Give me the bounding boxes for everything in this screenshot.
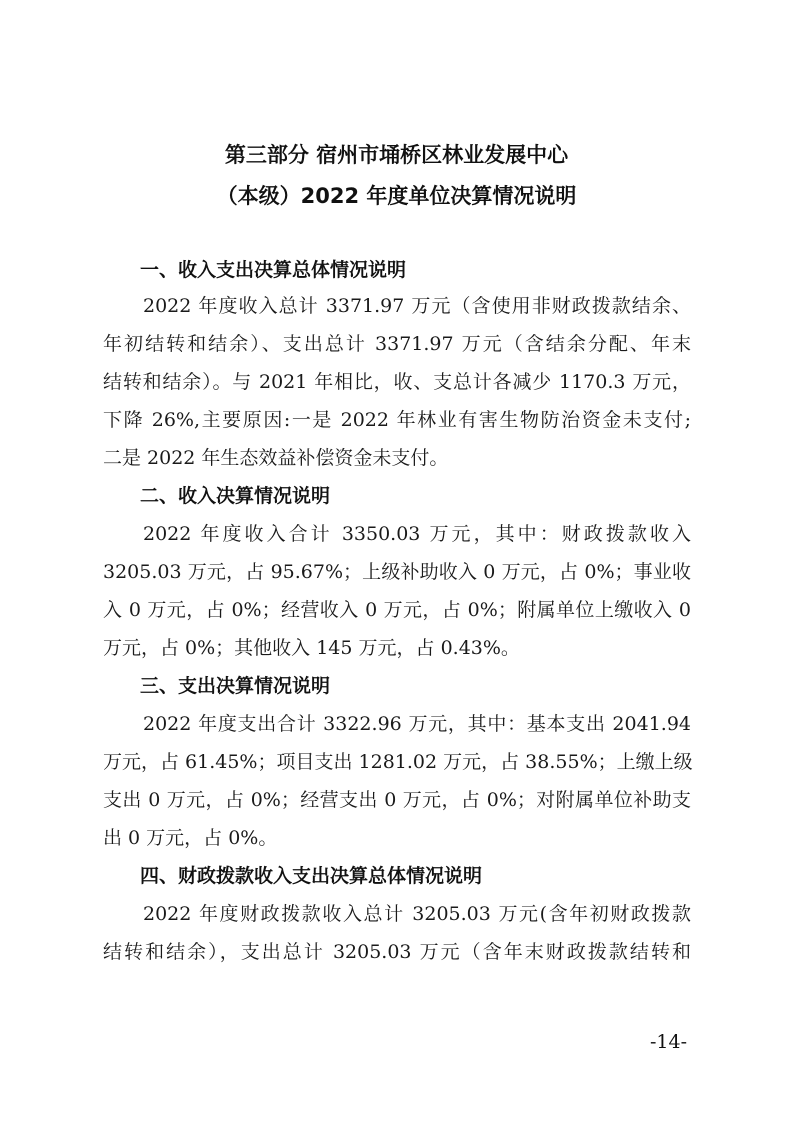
section-heading-income-expenditure-overview: 一、收入支出决算总体情况说明 — [140, 259, 407, 281]
section-heading-expenditure: 三、支出决算情况说明 — [140, 675, 331, 697]
paragraph-line: 结转和结余），支出总计 3205.03 万元（含年末财政拨款结转和 — [103, 941, 691, 963]
paragraph-line: 2022 年度收入合计 3350.03 万元，其中：财政拨款收入 — [143, 523, 691, 545]
paragraph-line: 万元，占 61.45%；项目支出 1281.02 万元，占 38.55%；上缴上级 — [103, 751, 693, 773]
paragraph-line: 2022 年度财政拨款收入总计 3205.03 万元(含年初财政拨款 — [143, 903, 691, 925]
paragraph-line: 下降 26%,主要原因:一是 2022 年林业有害生物防治资金未支付; — [103, 409, 691, 431]
paragraph-line: 支出 0 万元，占 0%；经营支出 0 万元，占 0%；对附属单位补助支 — [103, 789, 691, 811]
paragraph-line: 3205.03 万元，占 95.67%；上级补助收入 0 万元，占 0%；事业收 — [103, 561, 691, 583]
paragraph-line: 二是 2022 年生态效益补偿资金未支付。 — [103, 447, 449, 469]
paragraph-line: 万元，占 0%；其他收入 145 万元，占 0.43%。 — [103, 637, 520, 659]
page-number: -14- — [650, 1031, 688, 1053]
paragraph-line: 入 0 万元，占 0%；经营收入 0 万元，占 0%；附属单位上缴收入 0 — [103, 599, 691, 621]
document-title-line2: （本级）2022 年度单位决算情况说明 — [216, 184, 577, 208]
paragraph-line: 结转和结余）。与 2021 年相比，收、支总计各减少 1170.3 万元， — [103, 371, 691, 393]
paragraph-line: 出 0 万元，占 0%。 — [103, 827, 278, 849]
paragraph-line: 2022 年度收入总计 3371.97 万元（含使用非财政拨款结余、 — [143, 295, 691, 317]
section-heading-income: 二、收入决算情况说明 — [140, 485, 331, 507]
section-heading-fiscal-appropriation: 四、财政拨款收入支出决算总体情况说明 — [140, 865, 483, 887]
document-title-line1: 第三部分 宿州市埇桥区林业发展中心 — [224, 143, 569, 167]
paragraph-line: 2022 年度支出合计 3322.96 万元，其中：基本支出 2041.94 — [143, 713, 691, 735]
paragraph-line: 年初结转和结余）、支出总计 3371.97 万元（含结余分配、年末 — [103, 333, 691, 355]
